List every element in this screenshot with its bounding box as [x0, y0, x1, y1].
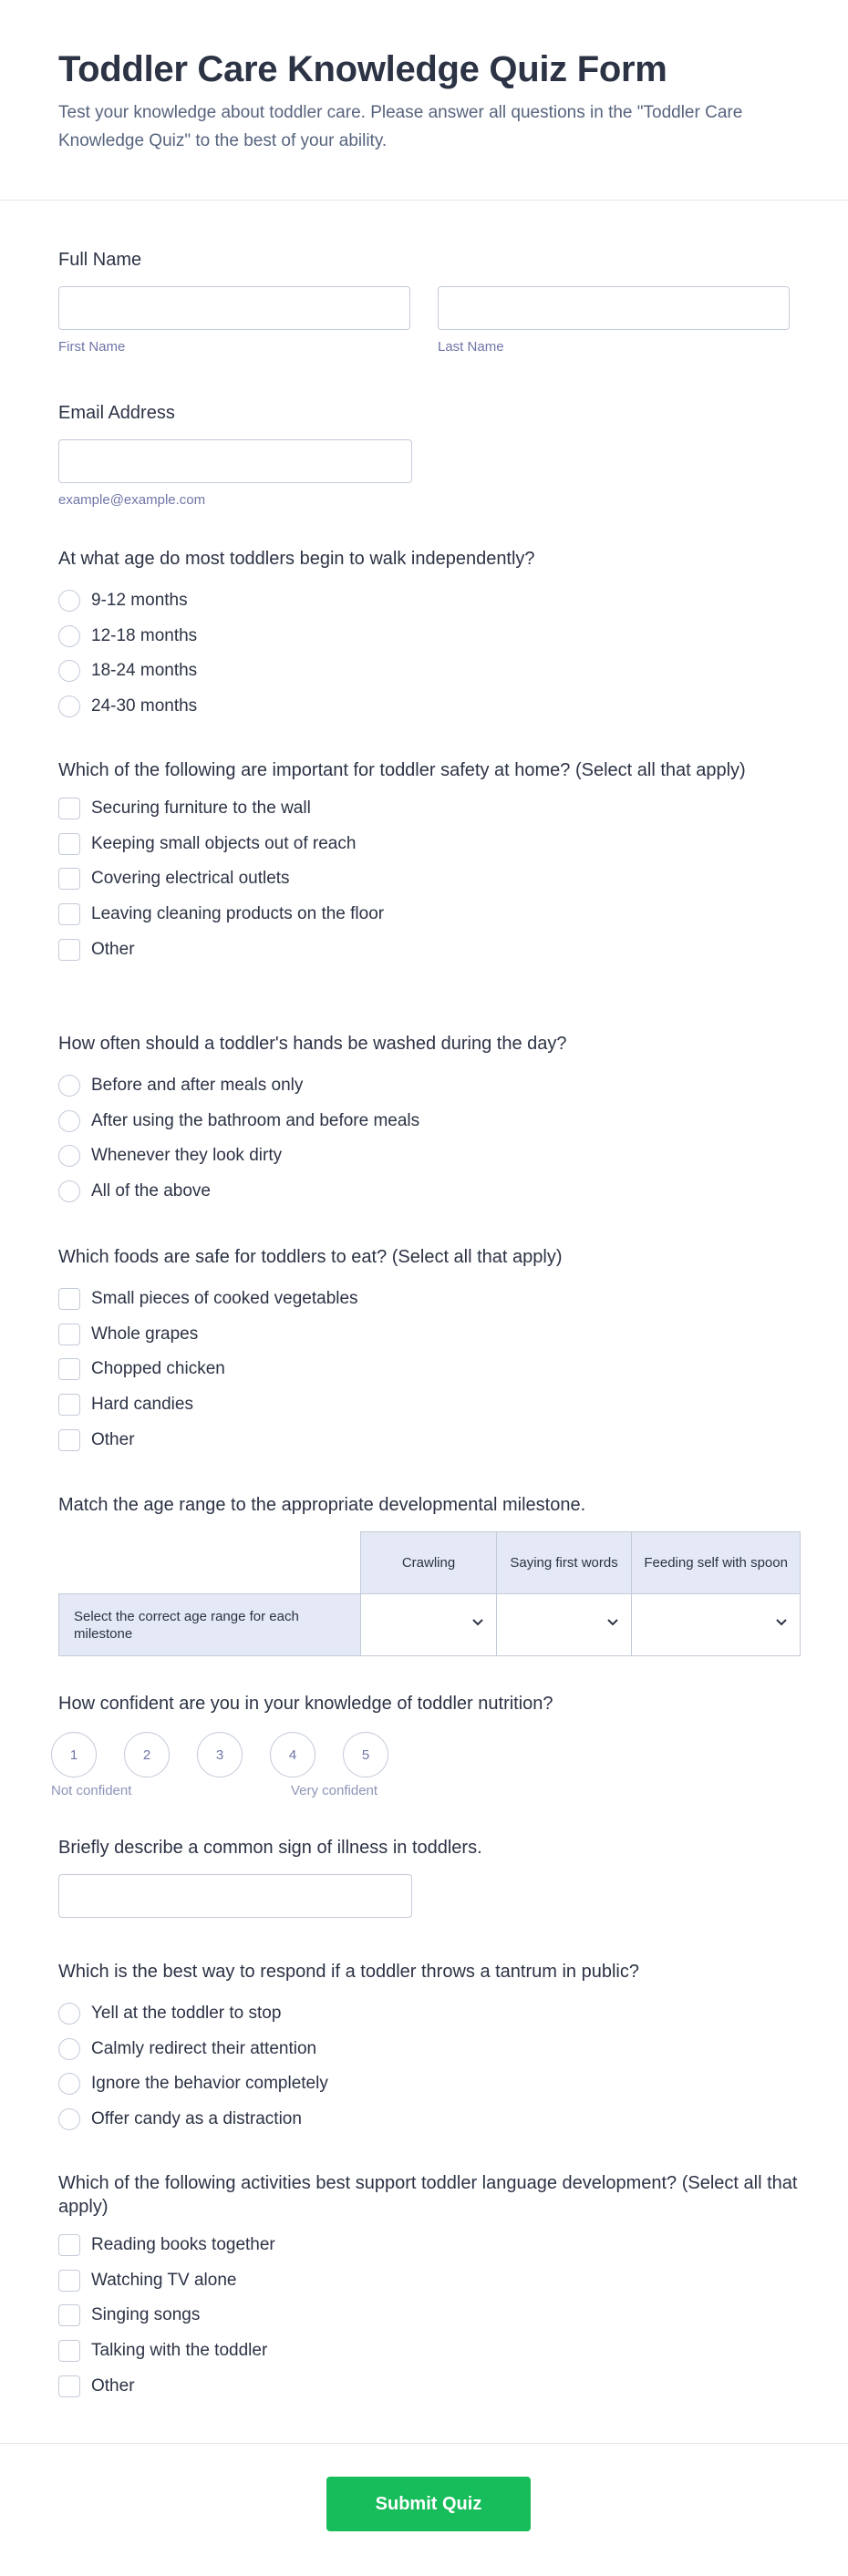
- form-body: [0, 201, 848, 2404]
- name-row: [58, 286, 790, 355]
- checkbox[interactable]: [58, 1324, 80, 1345]
- radio-button[interactable]: [58, 1145, 80, 1167]
- radio-button[interactable]: [58, 696, 80, 717]
- foods-question: [58, 1245, 790, 1493]
- checkbox[interactable]: [58, 903, 80, 925]
- language-option[interactable]: [58, 2334, 790, 2369]
- tantrum-option[interactable]: [58, 2032, 790, 2067]
- first-name-col: [58, 286, 410, 355]
- checkbox[interactable]: [58, 798, 80, 819]
- foods-option[interactable]: [58, 1282, 790, 1317]
- safety-option-label: Other: [91, 939, 135, 959]
- language-option[interactable]: [58, 2228, 790, 2263]
- walk-option-label: 12-18 months: [91, 625, 198, 645]
- tantrum-option-label: Offer candy as a distraction: [91, 2109, 302, 2129]
- foods-option-label: Whole grapes: [91, 1324, 199, 1344]
- walk-question-label: At what age do most toddlers begin to walk independently?: [58, 549, 535, 569]
- language-option[interactable]: [58, 2263, 790, 2299]
- checkbox[interactable]: [58, 1394, 80, 1416]
- safety-option-label: Leaving cleaning products on the floor: [91, 904, 385, 924]
- matrix-question-label: Match the age range to the appropriate developmental milestone.: [58, 1495, 586, 1515]
- chevron-down-icon: [471, 1614, 485, 1629]
- foods-option[interactable]: [58, 1317, 790, 1353]
- checkbox[interactable]: [58, 1429, 80, 1451]
- radio-button[interactable]: [58, 2073, 80, 2095]
- radio-button[interactable]: [58, 590, 80, 612]
- matrix-dropdown-feeding[interactable]: [632, 1594, 801, 1656]
- language-options: [58, 2228, 790, 2404]
- safety-question: [58, 758, 790, 1032]
- radio-button[interactable]: [58, 660, 80, 682]
- radio-button[interactable]: [58, 1075, 80, 1097]
- safety-question-label: Which of the following are important for toddler safety at home? (Select all that apply): [58, 760, 746, 780]
- checkbox[interactable]: [58, 2304, 80, 2326]
- checkbox[interactable]: [58, 2270, 80, 2292]
- safety-option-label: Covering electrical outlets: [91, 869, 290, 889]
- walk-options: [58, 583, 790, 724]
- radio-button[interactable]: [58, 2108, 80, 2130]
- foods-option-label: Small pieces of cooked vegetables: [91, 1289, 358, 1309]
- tantrum-question-label: Which is the best way to respond if a toddler throws a tantrum in public?: [58, 1962, 639, 1982]
- hands-question: [58, 1032, 790, 1245]
- foods-option[interactable]: [58, 1352, 790, 1387]
- scale-option[interactable]: 5: [343, 1732, 388, 1777]
- matrix-column-header: Feeding self with spoon: [632, 1532, 801, 1594]
- hands-options: [58, 1068, 790, 1209]
- tantrum-option-label: Yell at the toddler to stop: [91, 2004, 282, 2024]
- hands-option-label: All of the above: [91, 1181, 211, 1201]
- checkbox[interactable]: [58, 2234, 80, 2256]
- email-sublabel: example@example.com: [58, 492, 206, 508]
- matrix-dropdown-crawling[interactable]: [361, 1594, 497, 1656]
- hands-question-label: How often should a toddler's hands be washed during the day?: [58, 1034, 567, 1054]
- illness-question-label: Briefly describe a common sign of illness in toddlers.: [58, 1838, 482, 1858]
- language-option-label: Singing songs: [91, 2305, 201, 2325]
- checkbox[interactable]: [58, 939, 80, 961]
- radio-button[interactable]: [58, 2038, 80, 2060]
- form-subtitle: Test your knowledge about toddler care. Please answer all questions in the "Toddler Care Knowledge Quiz" to the best of your ability.: [58, 103, 743, 150]
- illness-input[interactable]: [58, 1874, 412, 1918]
- matrix-corner: [59, 1532, 361, 1594]
- form-header: [0, 0, 848, 201]
- walk-option-label: 24-30 months: [91, 696, 198, 716]
- walk-question: [58, 547, 790, 758]
- tantrum-option[interactable]: [58, 1996, 790, 2032]
- safety-option[interactable]: [58, 827, 790, 862]
- checkbox[interactable]: [58, 2375, 80, 2397]
- walk-option[interactable]: [58, 583, 790, 619]
- email-input-wrap: [58, 439, 412, 509]
- scale-option[interactable]: 1: [51, 1732, 97, 1777]
- radio-button[interactable]: [58, 625, 80, 647]
- matrix-question: [58, 1493, 790, 1692]
- foods-question-label: Which foods are safe for toddlers to eat? (Select all that apply): [58, 1247, 563, 1267]
- tantrum-option-label: Calmly redirect their attention: [91, 2038, 317, 2058]
- matrix-row: [59, 1594, 801, 1656]
- foods-option[interactable]: [58, 1422, 790, 1458]
- radio-button[interactable]: [58, 2003, 80, 2025]
- chevron-down-icon: [605, 1614, 620, 1629]
- walk-option-label: 9-12 months: [91, 591, 188, 611]
- radio-button[interactable]: [58, 1110, 80, 1132]
- hands-option-label: After using the bathroom and before meals: [91, 1110, 420, 1130]
- safety-option-label: Keeping small objects out of reach: [91, 833, 357, 853]
- hands-option-label: Whenever they look dirty: [91, 1146, 283, 1166]
- matrix-column-header: Crawling: [361, 1532, 497, 1594]
- email-label: Email Address: [58, 403, 175, 423]
- submit-quiz-button[interactable]: Submit Quiz: [326, 2477, 531, 2531]
- last-name-sublabel: Last Name: [438, 339, 504, 355]
- foods-options: [58, 1282, 790, 1458]
- matrix-row-label: Select the correct age range for each milestone: [59, 1594, 361, 1656]
- illness-input-wrap: [58, 1874, 412, 1918]
- full-name-field: [58, 248, 790, 401]
- checkbox[interactable]: [58, 1358, 80, 1380]
- hands-option-label: Before and after meals only: [91, 1076, 304, 1096]
- safety-options: [58, 791, 790, 967]
- checkbox[interactable]: [58, 868, 80, 890]
- form-title: Toddler Care Knowledge Quiz Form: [58, 49, 667, 89]
- form-footer: [0, 2443, 848, 2576]
- checkbox[interactable]: [58, 833, 80, 855]
- matrix-column-header: Saying first words: [496, 1532, 632, 1594]
- hands-option[interactable]: [58, 1174, 790, 1210]
- foods-option[interactable]: [58, 1387, 790, 1423]
- matrix-header-row: [59, 1532, 801, 1594]
- walk-option[interactable]: [58, 619, 790, 654]
- walk-option[interactable]: [58, 689, 790, 725]
- scale-option[interactable]: 2: [124, 1732, 170, 1777]
- confidence-question: [51, 1692, 790, 1836]
- foods-option-label: Hard candies: [91, 1395, 193, 1415]
- hands-option[interactable]: [58, 1068, 790, 1104]
- foods-option-label: Other: [91, 1429, 135, 1449]
- language-option[interactable]: [58, 2298, 790, 2334]
- last-name-col: [438, 286, 790, 355]
- safety-option-label: Securing furniture to the wall: [91, 799, 311, 819]
- scale-low-label: Not confident: [51, 1783, 132, 1798]
- language-question-label: Which of the following activities best support toddler language development? (Select all that apply): [58, 2173, 798, 2217]
- illness-question: [58, 1836, 790, 1960]
- scale-option[interactable]: 3: [197, 1732, 243, 1777]
- first-name-input[interactable]: [58, 286, 410, 330]
- safety-option[interactable]: [58, 791, 790, 827]
- tantrum-options: [58, 1996, 790, 2137]
- radio-button[interactable]: [58, 1180, 80, 1202]
- hands-option[interactable]: [58, 1104, 790, 1139]
- walk-option[interactable]: [58, 654, 790, 689]
- walk-option-label: 18-24 months: [91, 661, 198, 681]
- tantrum-option[interactable]: [58, 2066, 790, 2102]
- full-name-label: Full Name: [58, 250, 142, 270]
- email-field: [58, 401, 790, 547]
- email-input[interactable]: [58, 439, 412, 483]
- tantrum-question: [58, 1960, 790, 2171]
- scale-option[interactable]: 4: [270, 1732, 315, 1777]
- language-option-label: Reading books together: [91, 2235, 275, 2255]
- language-option[interactable]: [58, 2368, 790, 2404]
- matrix-dropdown-first-words[interactable]: [496, 1594, 632, 1656]
- first-name-sublabel: First Name: [58, 339, 126, 355]
- confidence-question-label: How confident are you in your knowledge of toddler nutrition?: [58, 1694, 553, 1714]
- foods-option-label: Chopped chicken: [91, 1359, 225, 1379]
- tantrum-option-label: Ignore the behavior completely: [91, 2074, 328, 2094]
- language-option-label: Watching TV alone: [91, 2270, 237, 2290]
- tantrum-option[interactable]: [58, 2102, 790, 2138]
- last-name-input[interactable]: [438, 286, 790, 330]
- checkbox[interactable]: [58, 2340, 80, 2362]
- milestone-matrix: [58, 1531, 801, 1656]
- chevron-down-icon: [774, 1614, 789, 1629]
- language-option-label: Other: [91, 2375, 135, 2396]
- safety-option[interactable]: [58, 861, 790, 897]
- hands-option[interactable]: [58, 1139, 790, 1174]
- safety-option[interactable]: [58, 932, 790, 967]
- scale-high-label: Very confident: [291, 1783, 378, 1798]
- confidence-scale: [51, 1732, 790, 1777]
- checkbox[interactable]: [58, 1288, 80, 1310]
- language-option-label: Talking with the toddler: [91, 2341, 268, 2361]
- safety-option[interactable]: [58, 897, 790, 933]
- scale-labels: [51, 1783, 790, 1803]
- language-question: [58, 2171, 798, 2404]
